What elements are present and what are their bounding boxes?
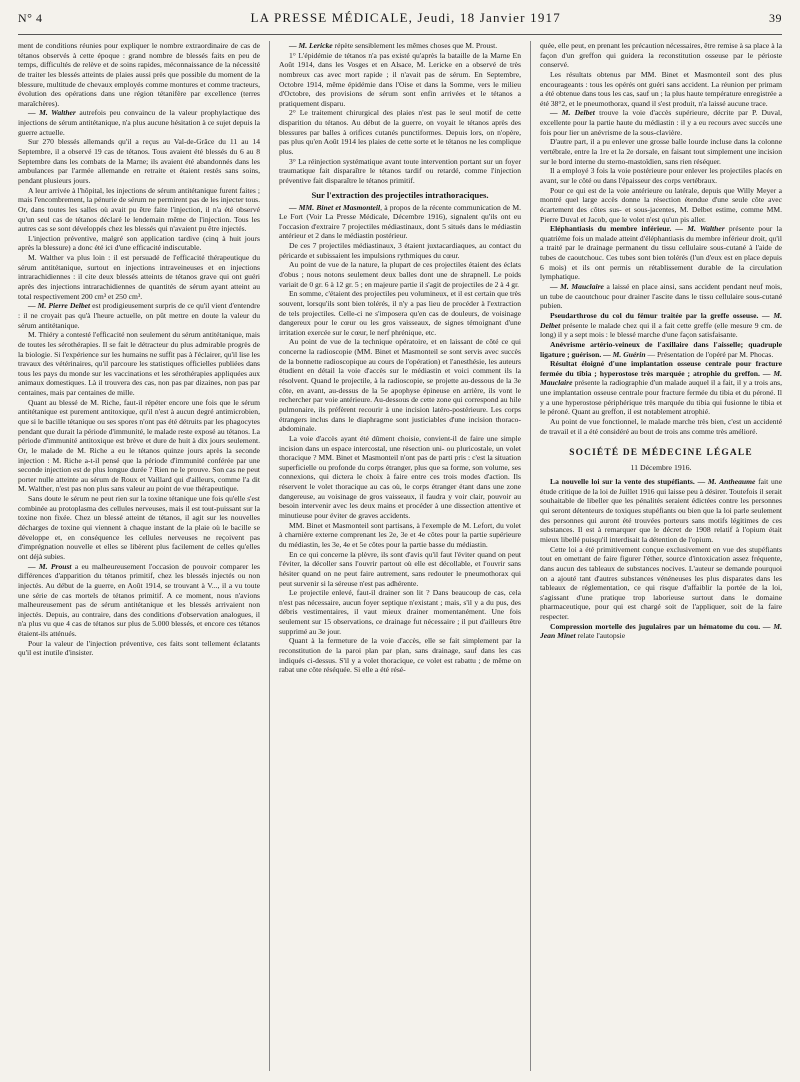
paragraph [540, 359, 782, 417]
paragraph [279, 41, 521, 51]
paragraph-text: présente le malade chez qui il a fait cette greffe (elle mesure 9 cm. de long) il y a sept mois : le blessé marche d'une façon satisfaisante. [540, 320, 782, 340]
paragraph [540, 282, 782, 311]
paragraph-text: Quant au blessé de M. Riche, faut-il répéter encore une fois que le sérum antitétanique est purement antitoxique, qu'il n'est à aucun degré antimicrobien, que si le bacille tétanique ou ses spores n'ont pas été détruits par les phagocytes pendant que durait la période d'immunité, le malade reste exposé au tétanos. La période d'immunité antitoxique est brève et dure de huit à dix jours seulement. Or, le malade de M. Riche a eu le tétanos quinze jours après la seconde injection : M. Riche a-t-il pensé que la période d'immunité conférée par une seconde injection est de plus longue durée ? Rien ne le prouve. Son cas ne peut porter nulle atteinte au sérum de Roux et Vaillard qui d'ailleurs, comme l'a dit M. Walther, n'est pas non plus sans valeur au point de vue thérapeutique. [18, 397, 260, 494]
speaker-name: — M. Jean Minet [540, 621, 782, 641]
paragraph-text: Sur 270 blessés allemands qu'il a reçus au Val-de-Grâce du 11 au 14 Septembre, il a observé 19 cas de tétanos. Tous avaient été blessés du 6 au 8 Septembre dans les combats de la Marne; ils avaient été abandonnés dans les ambulances par l'armée allemande en retraite et étaient restés sans soins, pendant plusieurs jours. [18, 137, 260, 185]
paragraph-text: Au point de vue de la nature, la plupart de ces projectiles étaient des éclats d'obus ; nous notons seulement deux balles dont une de shrapnell. Le poids variait de 0 gr. 6 à 12 gr. 5 ; en majeure partie il s'agit de projectiles de 2 à 4 gr. [279, 260, 521, 289]
paragraph [18, 494, 260, 561]
section-date: 11 Décembre 1916. [630, 463, 692, 473]
paragraph-text: De ces 7 projectiles médiastinaux, 3 étaient juxtacardiaques, au contact du péricarde et subissaient les impulsions rythmiques du cœur. [279, 241, 521, 260]
inline-heading: Anévrisme artério-veineux de l'axillaire dans l'aisselle; quadruple ligature ; guérison. [540, 339, 782, 359]
paragraph [540, 70, 782, 109]
paragraph [279, 636, 521, 675]
paragraph [18, 301, 260, 330]
inline-heading: Résultat éloigné d'une implantation osseuse centrale pour fracture fermée du tibia ; hyperostose très marquée ; atrophie du greffon. [540, 359, 782, 378]
paragraph-text: présente pour la quatrième fois un malade atteint d'éléphantiasis du membre inférieur droit, qu'il a traité par le drainage permanent du tissu cellulaire sous-cutané à l'aide de tubes de caoutchouc. Ces tubes sont bien tolérés (l'un d'eux est en place depuis 6 mois) et ils ont permis un rétablissement durable de la circulation lymphatique. [540, 224, 782, 282]
paragraph-text: — Présentation de l'opéré par M. Phocas. [645, 349, 774, 359]
paragraph [18, 562, 260, 639]
paragraph [279, 51, 521, 109]
newspaper-page [18, 10, 782, 1076]
paragraph [279, 108, 521, 156]
paragraph [279, 337, 521, 433]
column-middle [269, 41, 521, 1071]
paragraph [18, 41, 260, 108]
paragraph-text: D'autre part, il a pu enlever une grosse balle lourde incluse dans la colonne vertébrale, entre la 1re et la 2e dorsale, en faisant tout simplement une incision sur le bord interne du sterno-mastoïdien, sans rien réséquer. [540, 137, 782, 166]
article-heading: Sur l'extraction des projectiles intrathoraciques. [311, 189, 489, 200]
paragraph-text: En somme, c'étaient des projectiles peu volumineux, et il est certain que très souvent, lorsqu'ils sont bien tolérés, il n'y a pas lieu de procéder à l'extraction de tels projectiles. Celle-ci ne s'imposera qu'en cas de douleurs, de voisinage dangereux pour le cœur ou les gros vaisseaux, de signes témoignant d'une irritation exercée sur le cœur, le nerf phrénique, etc. [279, 289, 521, 337]
column-right [530, 41, 782, 1071]
journal-title-date: LA PRESSE MÉDICALE, Jeudi, 18 Janvier 1917 [250, 10, 561, 25]
paragraph [279, 157, 521, 186]
paragraph [18, 108, 260, 137]
paragraph [540, 186, 782, 225]
paragraph [279, 241, 521, 260]
paragraph-text: L'injection préventive, malgré son application tardive (cinq à huit jours après la blessure) a donc été ici d'une efficacité indiscutable. [18, 233, 260, 253]
paragraph [540, 477, 782, 544]
paragraph-text: a laissé en place ainsi, sans accident pendant neuf mois, un tube de caoutchouc pour drainer l'ascite dans le tissu cellulaire sous-cutané pubien. [540, 282, 782, 311]
paragraph-text: A leur arrivée à l'hôpital, les injections de sérum antitétanique furent faites ; mais l'encombrement, la pénurie de sérum ne permirent pas de les injecter tous. Or, dans toutes les salles où avait pu être faite l'injection, il n'a été observé qu'un seul cas de tétanos déclaré le lendemain même de l'injection. Tous les autres cas se sont développés chez les blessés qui n'avaient pu être injectés. [18, 185, 260, 234]
paragraph [279, 203, 521, 242]
paragraph-text: Les résultats obtenus par MM. Binet et Masmonteil sont des plus encourageants : tous les opérés ont guéri sans accident. La réunion per primam a été obtenue dans tous les cas, sauf un ; la plus haute température enregistrée a été 38°2, et le pneumothorax, quand il s'est produit, n'a laissé aucune trace. [540, 69, 782, 108]
speaker-name: — M. Guérin [601, 349, 646, 359]
paragraph-text: , à propos de la récente communication de M. Le Fort (Voir La Presse Médicale, Décembre 1916), signalent qu'ils ont eu l'occasion d'extraire 7 projectiles médiastinaux, dont 5 situés dans le médiastin antérieur et 2 dans le médiastin postérieur. [279, 202, 521, 241]
paragraph [540, 41, 782, 70]
page-number: 39 [769, 11, 782, 25]
paragraph-text: Pour la valeur de l'injection préventive, ces faits sont tellement éclatants qu'il est inutile d'insister. [18, 638, 260, 658]
paragraph-text: Cette loi a été primitivement conçue exclusivement en vue des stupéfiants tout en omettant de faire figurer l'éther, source d'intoxication assez fréquente, dans aucun des tableaux de substances nocives. L'auteur se demande pourquoi on a ajouté tant d'autres substances vénéneuses les plus disparates dans les tableaux de réglementation, ce qui risque d'affaiblir la portée de la loi, s'agissant d'une pratique trop laborieuse surtout dans le domaine pharmaceutique, pour qui est chargé soit de l'appliquer, soit de la faire respecter. [540, 544, 782, 622]
paragraph [18, 253, 260, 301]
paragraph-text: 1° L'épidémie de tétanos n'a pas existé qu'après la bataille de la Marne En Août 1914, dans les Vosges et en Alsace, M. Lericke en a observé de très nombreux cas avec mort rapide ; il n'avait pas de sérum. En Septembre, Octobre 1914, même épidémie dans l'Oise et dans la Somme, vers le milieu d'Octobre, des provisions de sérum sont enfin arrivées et le tétanos a pratiquement disparu. [279, 50, 521, 108]
paragraph-text: présente la radiographie d'un malade auquel il a fait, il y a trois ans, une implantation osseuse centrale pour fracture fermée du tibia et du péroné. Il y a une hyperostose périphérique très marquée du tibia qui fusionne le tibia et le péroné. Quant au greffon, il est notablement atrophié. [540, 378, 782, 417]
inline-heading: Eléphantiasis du membre inférieur. [550, 224, 672, 234]
paragraph-text: M. Walther va plus loin : il est persuadé de l'efficacité thérapeutique du sérum antitétanique, surtout en injections intraveineuses et en injections intrarachidiennes : il cite deux blessés atteints de tétanos grave qui ont guéri après des injections intrarachidiennes de quantités de sérum ayant atteint au total respectivement 200 cm³ et 250 cm³. [18, 253, 260, 301]
paragraph [540, 340, 782, 359]
paragraph-text: La voie d'accès ayant été dûment choisie, convient-il de faire une simple incision dans un espace intercostal, une résection uni- ou pluricostale, un volet thoracique ? MM. Binet et Masmonteil n'ont pas de parti pris : c'est la situation superficielle ou profonde du corps étranger, plus que sa forme, son volume, ses connexions, qui dictera le choix à faire entre ces trois modes d'action. Ils réservent le volet thoracique au cas où, le corps étranger étant dans une zone dangereuse, au voisinage de gros vaisseaux, il faudra y voir clair, pouvoir au besoin intervenir avec les deux mains et procéder à une dissection attentive et minutieuse pour éviter de graves accidents. [279, 433, 521, 521]
paragraph [540, 166, 782, 185]
paragraph [279, 550, 521, 589]
paragraph-text: relate l'autopsie [575, 631, 626, 641]
speaker-name: — M. Delbet [540, 310, 782, 330]
paragraph [540, 622, 782, 641]
column-left [18, 41, 260, 1071]
text-columns [18, 41, 782, 1071]
paragraph-text: 3° La réinjection systématique avant toute intervention portant sur un foyer traumatique fait disparaître le tétanos tardif ou retardé, comme l'injection préventive fait disparaître le tétanos primitif. [279, 156, 521, 185]
speaker-name: — M. Antheaume [694, 477, 756, 487]
paragraph [540, 224, 782, 282]
inline-heading: Pseudarthrose du col du fémur traitée par la greffe osseuse. [550, 310, 759, 320]
paragraph [279, 588, 521, 636]
section-title: SOCIÉTÉ DE MÉDECINE LÉGALE [569, 448, 753, 459]
paragraph [18, 330, 260, 397]
paragraph [279, 260, 521, 289]
paragraph [18, 398, 260, 494]
paragraph [18, 234, 260, 253]
paragraph [540, 137, 782, 166]
paragraph [540, 108, 782, 137]
paragraph-text: Au point de vue fonctionnel, le malade marche très bien, c'est un accidenté de travail et il a été considéré au bout de trois ans comme très amélioré. [540, 416, 782, 436]
paragraph-text: MM. Binet et Masmonteil sont partisans, à l'exemple de M. Lefort, du volet à charnière externe comprenant les 2e, 3e et 4e côtes pour la partie supérieure du médiastin, les 3e, 4e et 5e côtes pour la partie basse du médiastin. [279, 520, 521, 549]
paragraph [279, 521, 521, 550]
paragraph-text: Sans doute le sérum ne peut rien sur la toxine tétanique une fois qu'elle s'est combinée au protoplasma des cellules nerveuses, mais il est tout-puissant sur la toxine non fixée. Chez un blessé atteint de tétanos, il agit sur les nouvelles décharges de toxine qui viennent à chaque instant de la plaie où le bacille se développe et, en conséquence les cellules nerveuses ne reçoivent pas d'imprégnation nouvelle et elles se libèrent plus facilement de celles qu'elles ont déjà subies. [18, 494, 260, 561]
paragraph-text: a eu malheureusement l'occasion de pouvoir comparer les différences d'apparition du tétanos primitif, chez les blessés injectés ou non injectés. Au début de la guerre, en Août 1914, se trouvant à V..., il a vu toute une série de cas mortels de tétanos primitif. A ce moment, nous n'avions malheureusement pas de sérum antitétanique et les blessés arrivaient non injectés. Depuis, au contraire, dans des conditions d'observation analogues, il n'a plus vu que 4 cas de tétanos sur plus de 5.000 blessés, et encore ces tétanos étaient-ils atténués. [18, 561, 260, 639]
paragraph-text: répète sensiblement les mêmes choses que M. Proust. [332, 41, 498, 50]
paragraph-text: trouve la voie d'accès supérieure, décrite par P. Duval, excellente pour la partie haute du médiastin : il y a eu recours avec succès une fois pour lier un anévrisme de la sous-clavière. [540, 108, 782, 137]
paragraph-text: Pour ce qui est de la voie antérieure ou latérale, depuis que Willy Meyer a montré quel large accès donne la résection étendue d'une seule côte avec écartement des côtes sus- et sous-jacentes, M. Delbet estime, comme MM. Pierre Duval et Jacob, que le volet n'est qu'un pis aller. [540, 185, 782, 224]
paragraph [540, 417, 782, 436]
speaker-name: — M. Walther [671, 224, 725, 234]
speaker-name: — M. Mauclaire [550, 282, 604, 292]
paragraph-text: Le projectile enlevé, faut-il drainer son lit ? Dans beaucoup de cas, cela n'est pas nécessaire, aucun foyer septique n'existant ; mais, s'il y a du pus, des débris vestimentaires, il vaut mieux drainer momentanément. Une fois seulement sur 15 observations, ce drainage fut nécessaire ; il put d'ailleurs être supprimé au 3e jour. [279, 588, 521, 636]
speaker-name: — M. Lericke [289, 41, 333, 50]
paragraph-text: 2° Le traitement chirurgical des plaies n'est pas le seul motif de cette disparition du tétanos. Au début de la guerre, on voyait le tétanos après des blessures par balles à orifices cutanés punctiformes. Depuis lors, on n'opère, pas plus qu'en Août 1914 les plaies de cette sorte et le tétanos ne les complique plus. [279, 108, 521, 157]
masthead [18, 10, 782, 35]
speaker-name: — MM. Binet et Masmonteil [289, 202, 381, 212]
speaker-name: — M. Mauclaire [540, 368, 782, 388]
paragraph [540, 545, 782, 622]
speaker-name: — M. Pierre Delbet [28, 301, 91, 311]
paragraph [540, 311, 782, 340]
paragraph [279, 289, 521, 337]
paragraph [18, 186, 260, 234]
paragraph [18, 137, 260, 185]
paragraph-text: Au point de vue de la technique opératoire, et en laissant de côté ce qui concerne la radioscopie (MM. Binet et Masmonteil se sont servis avec succès de la bonnette radioscopique au cours de l'opération) et l'anesthésie, les auteurs étudient en détail la voie d'accès sur le médiastin et voici comment ils la résolvent. Quand le projectile, à la radioscopie, se projette au-dessous de la 3e côte, en avant, au-dessus de la 5e apophyse épineuse en arrière, ils vont le rechercher par voie antérieure. Au-dessous de cette zone qui correspond au hile pulmonaire, ils préfèrent recourir à une incision latéro-postérieure. Les corps étrangers inclus dans le diaphragme sont justiciables d'une incision thoraco-abdominale. [279, 337, 521, 434]
speaker-name: — M. Walther [28, 108, 76, 118]
paragraph-text: est prodigieusement surpris de ce qu'il vient d'entendre : il ne croyait pas qu'à l'heure actuelle, on pût mettre en doute la valeur du sérum antitétanique. [18, 301, 260, 330]
inline-heading: Compression mortelle des jugulaires par un hématome du cou. [550, 621, 761, 631]
paragraph-text: Il a employé 3 fois la voie postérieure pour enlever les projectiles placés en avant, sur le côté ou dans l'épaisseur des corps vertébraux. [540, 166, 782, 185]
speaker-name: — M. Delbet [550, 108, 595, 118]
paragraph-text: En ce qui concerne la plèvre, ils sont d'avis qu'il faut l'éviter quand on peut l'éviter, la décoller sans l'ouvrir partout où elle est décollable, et l'ouvrir sans hésiter quand on ne peut faire autrement, sans redouter le pneumothorax qui peut survenir si la séreuse n'est pas adhérente. [279, 549, 521, 588]
issue-number: N° 4 [18, 11, 43, 25]
inline-heading: La nouvelle loi sur la vente des stupéfiants. [550, 477, 695, 487]
paragraph-text: quée, elle peut, en prenant les précaution nécessaires, être remise à sa place à la façon d'un greffon qui guidera la reconstitution osseuse par le périoste conservé. [540, 41, 782, 70]
paragraph-text: ment de conditions réunies pour expliquer le nombre extraordinaire de cas de tétanos observés à cette époque : grand nombre de blessés faits en peu de temps, difficultés de relève et de soins rapides, méconnaissance de la nécessité de traiter les blessés atteints de plaies aussi près que possible du moment de la blessure, multitude de chevaux employés comme montures et comme tracteurs, évolution des opérations dans une région tétanifère par excellence (terres maraîchères). [18, 41, 260, 108]
paragraph [279, 434, 521, 521]
paragraph-text: M. Thiéry a contesté l'efficacité non seulement du sérum antitétanique, mais de toutes les sérothérapies. Il se fait le détracteur du plus admirable progrès de la biologie. Si l'expérience sur les humains ne suffit pas à l'éclairer, qu'il lise les travaux des vétérinaires, qu'il parcoure les statistiques officielles publiées dans tous les pays du monde sur les vaccinations et les sérothérapies appliquées aux animaux domestiques. Là il trouvera des cas, non pas par dizaines, non pas par centaines, mais par centaines de mille. [18, 330, 260, 398]
paragraph-text: autrefois peu convaincu de la valeur prophylactique des injections de sérum antitétanique, n'a plus aucune hésitation à ce sujet depuis la guerre actuelle. [18, 108, 260, 137]
speaker-name: — M. Proust [28, 561, 72, 571]
paragraph-text: Quant à la fermeture de la voie d'accès, elle se fait simplement par la reconstitution de la paroi plan par plan, sans drainage, sauf dans les cas indiqués ci-dessus. S'il y a volet thoracique, ce volet est rabattu ; de même on rabat une côte réséquée. Si elle a été résé- [279, 636, 521, 675]
paragraph [18, 639, 260, 658]
paragraph-text: fait une étude critique de la loi de Juillet 1916 qui laisse peu à désirer. Toutefois il serait souhaitable de libeller que les pénalités seraient édictées contre les personnes qui seront détenteurs de toxiques stupéfiants ou bien que la loi parle seulement des personnes qui auront été trouvées porteurs sans motifs légitimes de ces substances. Il est à remarquer que le décret de 1908 relatif à l'opium était mieux libellé puisqu'il interdisait la détention de l'opium. [540, 477, 782, 544]
